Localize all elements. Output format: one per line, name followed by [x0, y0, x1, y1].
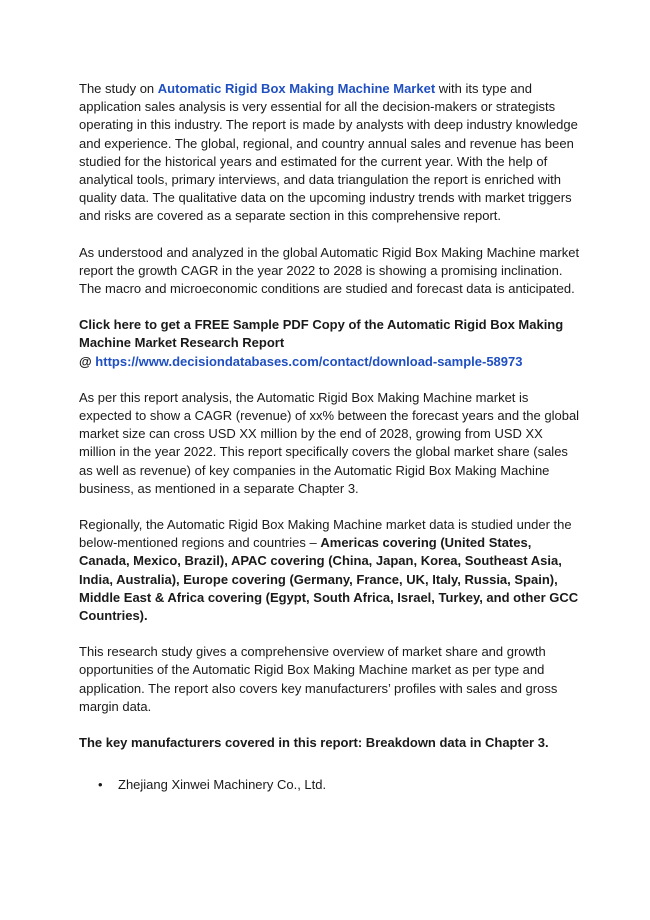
sample-cta-paragraph [79, 316, 580, 371]
manufacturers-list [79, 776, 580, 794]
cagr-paragraph: As understood and analyzed in the global Automatic Rigid Box Making Machine market report the growth CAGR in the year 2022 to 2028 is showing a promising inclination. The macro and microeconomic conditions are studied and forecast data is anticipated. [79, 244, 580, 297]
market-link[interactable]: Automatic Rigid Box Making Machine Market [157, 81, 436, 96]
bullet-icon: • [98, 777, 103, 793]
sample-at-sign: @ [79, 353, 96, 369]
list-item [98, 776, 580, 794]
regions-list: Americas covering (United States, Canada, Mexico, Brazil), APAC covering (China, Japan, Korea, Southeast Asia, India, Australia), Europe covering (Germany, France, UK, Italy, Russia, Spain), Middle East & Africa covering (Egypt, South Africa, Israel, Turkey, and other GCC Countries). [79, 535, 579, 624]
manufacturers-heading: The key manufacturers covered in this report: Breakdown data in Chapter 3. [79, 735, 549, 751]
sample-url-link[interactable]: https://www.decisiondatabases.com/contact/download-sample-58973 [95, 353, 523, 369]
overview-paragraph: This research study gives a comprehensive overview of market share and growth opportunities of the Automatic Rigid Box Making Machine market as per type and application. The report also covers key manufacturers’ profiles with sales and gross margin data. [79, 644, 558, 714]
sample-cta-text[interactable]: Click here to get a FREE Sample PDF Copy of the Automatic Rigid Box Making Machine Market Research Report [79, 317, 564, 351]
regions-paragraph [79, 516, 580, 625]
intro-rest: with its type and application sales analysis is very essential for all the decision-makers or strategists operating in this industry. The report is made by analysts with deep industry knowledge and experience. The global, regional, and country annual sales and revenue has been studied for the historical years and estimated for the current year. With the help of analytical tools, primary interviews, and data triangulation the report is enriched with quality data. The qualitative data on the upcoming industry trends with market triggers and risks are covered as a separate section in this comprehensive report. [79, 81, 578, 224]
analysis-paragraph: As per this report analysis, the Automatic Rigid Box Making Machine market is expected to show a CAGR (revenue) of xx% between the forecast years and the global market size can cross USD XX million by the end of 2028, growing from USD XX million in the year 2022. This report specifically covers the global market share (sales as well as revenue) of key companies in the Automatic Rigid Box Making Machine business, as mentioned in a separate Chapter 3. [79, 389, 580, 496]
intro-text: The study on [79, 81, 158, 96]
regions-intro: Regionally, the Automatic Rigid Box Making Machine market data is studied under the below-mentioned regions and countries – [79, 517, 572, 551]
intro-paragraph [79, 80, 580, 226]
manufacturer-name: Zhejiang Xinwei Machinery Co., Ltd. [118, 777, 327, 793]
